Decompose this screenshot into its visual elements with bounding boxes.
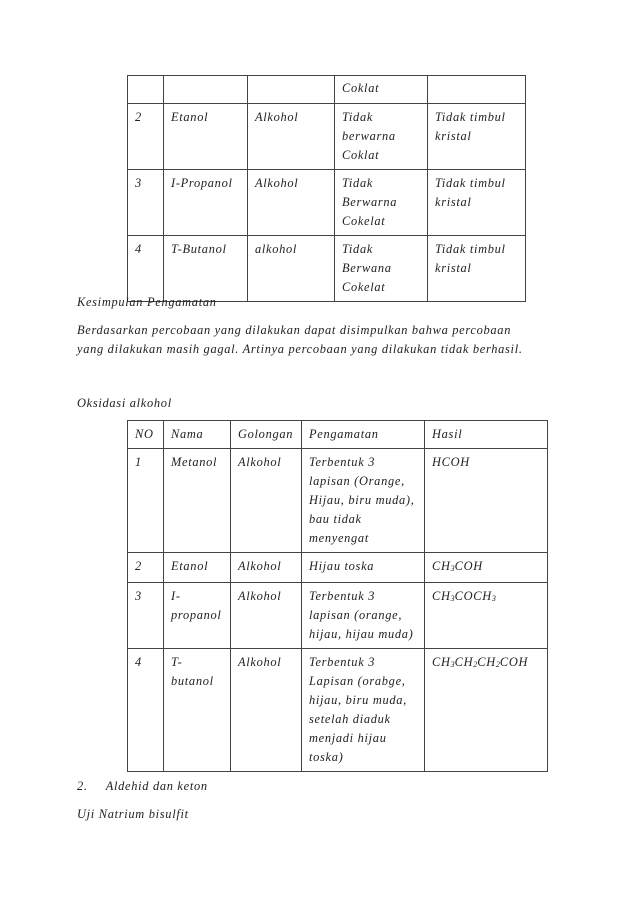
row-number: 2 xyxy=(135,559,142,573)
cell-pengamatan xyxy=(335,170,428,236)
result-line: kristal xyxy=(435,195,472,209)
compound-name-line: I- xyxy=(171,589,181,603)
cell-golongan xyxy=(248,76,335,104)
cell-no xyxy=(128,553,164,583)
section-2-heading xyxy=(77,777,208,796)
cell-hasil xyxy=(428,170,526,236)
formula-subscript: 3 xyxy=(450,594,455,603)
formula xyxy=(432,655,528,669)
observation-line: Tidak xyxy=(342,110,374,124)
cell-golongan xyxy=(231,649,302,772)
compound-name-line: butanol xyxy=(171,674,214,688)
result-line: kristal xyxy=(435,129,472,143)
result-line: Tidak timbul xyxy=(435,110,506,124)
kesimpulan-heading: Kesimpulan Pengamatan xyxy=(77,295,217,309)
cell-no xyxy=(128,236,164,302)
cell-pengamatan xyxy=(302,649,425,772)
header-hasil: Hasil xyxy=(425,421,548,449)
alcohol-test-table xyxy=(127,75,526,302)
table-row xyxy=(128,76,526,104)
formula-subscript: 3 xyxy=(450,564,455,573)
cell-nama xyxy=(164,76,248,104)
cell-no xyxy=(128,583,164,649)
compound-class: Alkohol xyxy=(238,655,282,669)
formula-subscript: 3 xyxy=(491,594,496,603)
compound-class: Alkohol xyxy=(255,110,299,124)
compound-class: Alkohol xyxy=(255,176,299,190)
cell-no xyxy=(128,649,164,772)
observation-line: setelah diaduk xyxy=(309,712,391,726)
observation-line: Lapisan (orabge, xyxy=(309,674,406,688)
row-number: 4 xyxy=(135,655,142,669)
oxidation-table-body xyxy=(128,449,548,772)
cell-golongan xyxy=(231,553,302,583)
table-row xyxy=(128,553,548,583)
compound-name: T-Butanol xyxy=(171,242,227,256)
row-number: 3 xyxy=(135,176,142,190)
cell-nama xyxy=(164,649,231,772)
kesimpulan-line-2: yang dilakukan masih gagal. Artinya percobaan yang dilakukan tidak berhasil. xyxy=(77,342,523,356)
table-row xyxy=(128,104,526,170)
table-row xyxy=(128,649,548,772)
formula-part: COCH xyxy=(454,589,492,603)
cell-pengamatan xyxy=(335,236,428,302)
cell-hasil xyxy=(428,236,526,302)
observation-line: Berwarna xyxy=(342,195,398,209)
formula-part: CH xyxy=(432,655,451,669)
observation-line: menyengat xyxy=(309,531,369,545)
observation-line: toska) xyxy=(309,750,344,764)
cell-no xyxy=(128,76,164,104)
observation-line: Hijau toska xyxy=(309,559,375,573)
cell-hasil xyxy=(428,104,526,170)
observation-line: Cokelat xyxy=(342,214,386,228)
cell-nama xyxy=(164,236,248,302)
table-row xyxy=(128,449,548,553)
cell-pengamatan xyxy=(302,449,425,553)
header-golongan: Golongan xyxy=(231,421,302,449)
row-number: 2 xyxy=(135,110,142,124)
formula-subscript: 2 xyxy=(495,660,500,669)
observation-line: hijau, biru muda, xyxy=(309,693,407,707)
cell-hasil xyxy=(428,76,526,104)
observation-line: Coklat xyxy=(342,148,380,162)
compound-name-line: Metanol xyxy=(171,455,218,469)
compound-class: Alkohol xyxy=(238,559,282,573)
formula-part: CH xyxy=(432,589,451,603)
compound-name: I-Propanol xyxy=(171,176,233,190)
cell-pengamatan xyxy=(302,553,425,583)
cell-no xyxy=(128,104,164,170)
compound-name-line: Etanol xyxy=(171,559,209,573)
cell-pengamatan xyxy=(335,104,428,170)
cell-hasil xyxy=(425,649,548,772)
table-row xyxy=(128,236,526,302)
table-row xyxy=(128,583,548,649)
formula-part: CH xyxy=(432,559,451,573)
formula-subscript: 2 xyxy=(473,660,478,669)
compound-class: Alkohol xyxy=(238,455,282,469)
cell-hasil xyxy=(425,583,548,649)
oxidation-table xyxy=(127,420,548,772)
kesimpulan-line-1: Berdasarkan percobaan yang dilakukan dapat disimpulkan bahwa percobaan xyxy=(77,323,512,337)
observation-line: Terbentuk 3 xyxy=(309,655,376,669)
cell-golongan xyxy=(231,583,302,649)
observation-line: Terbentuk 3 xyxy=(309,589,376,603)
observation-line: bau tidak xyxy=(309,512,362,526)
cell-golongan xyxy=(248,236,335,302)
table-header-row xyxy=(128,421,548,449)
formula xyxy=(432,559,483,573)
formula-part: HCOH xyxy=(432,455,470,469)
header-pengamatan: Pengamatan xyxy=(302,421,425,449)
formula-part: CH xyxy=(454,655,474,669)
cell-pengamatan xyxy=(335,76,428,104)
result-line: Tidak timbul xyxy=(435,176,506,190)
observation-line: Cokelat xyxy=(342,280,386,294)
observation-line: menjadi hijau xyxy=(309,731,387,745)
formula-part: COH xyxy=(499,655,529,669)
compound-class: alkohol xyxy=(255,242,298,256)
cell-nama xyxy=(164,104,248,170)
observation-line: hijau, hijau muda) xyxy=(309,627,414,641)
compound-name-line: propanol xyxy=(171,608,222,622)
cell-hasil xyxy=(425,553,548,583)
formula xyxy=(432,455,470,469)
section-title: Aldehid dan keton xyxy=(105,779,208,793)
result-line: Tidak timbul xyxy=(435,242,506,256)
cell-no xyxy=(128,449,164,553)
cell-no xyxy=(128,170,164,236)
cell-golongan xyxy=(231,449,302,553)
formula xyxy=(432,589,496,603)
cell-nama xyxy=(164,170,248,236)
observation-line: Coklat xyxy=(342,81,380,95)
observation-line: lapisan (orange, xyxy=(309,608,403,622)
cell-nama xyxy=(164,583,231,649)
cell-golongan xyxy=(248,170,335,236)
oksidasi-heading: Oksidasi alkohol xyxy=(77,396,172,410)
alcohol-test-table-body xyxy=(128,76,526,302)
result-line: kristal xyxy=(435,261,472,275)
compound-class: Alkohol xyxy=(238,589,282,603)
cell-pengamatan xyxy=(302,583,425,649)
row-number: 3 xyxy=(135,589,142,603)
table-row xyxy=(128,170,526,236)
row-number: 4 xyxy=(135,242,142,256)
formula-part: CH xyxy=(477,655,496,669)
cell-nama xyxy=(164,449,231,553)
row-number: 1 xyxy=(135,455,142,469)
cell-nama xyxy=(164,553,231,583)
header-no: NO xyxy=(128,421,164,449)
observation-line: lapisan (Orange, xyxy=(309,474,405,488)
observation-line: Tidak xyxy=(342,176,374,190)
observation-line: Berwana xyxy=(342,261,392,275)
cell-hasil xyxy=(425,449,548,553)
observation-line: Terbentuk 3 xyxy=(309,455,376,469)
header-nama: Nama xyxy=(164,421,231,449)
uji-heading: Uji Natrium bisulfit xyxy=(77,807,189,821)
observation-line: Hijau, biru muda), xyxy=(309,493,415,507)
section-number: 2. xyxy=(77,779,88,793)
formula-subscript: 3 xyxy=(450,660,455,669)
compound-name: Etanol xyxy=(171,110,209,124)
observation-line: berwarna xyxy=(342,129,396,143)
formula-part: COH xyxy=(454,559,483,573)
observation-line: Tidak xyxy=(342,242,374,256)
compound-name-line: T- xyxy=(171,655,183,669)
cell-golongan xyxy=(248,104,335,170)
